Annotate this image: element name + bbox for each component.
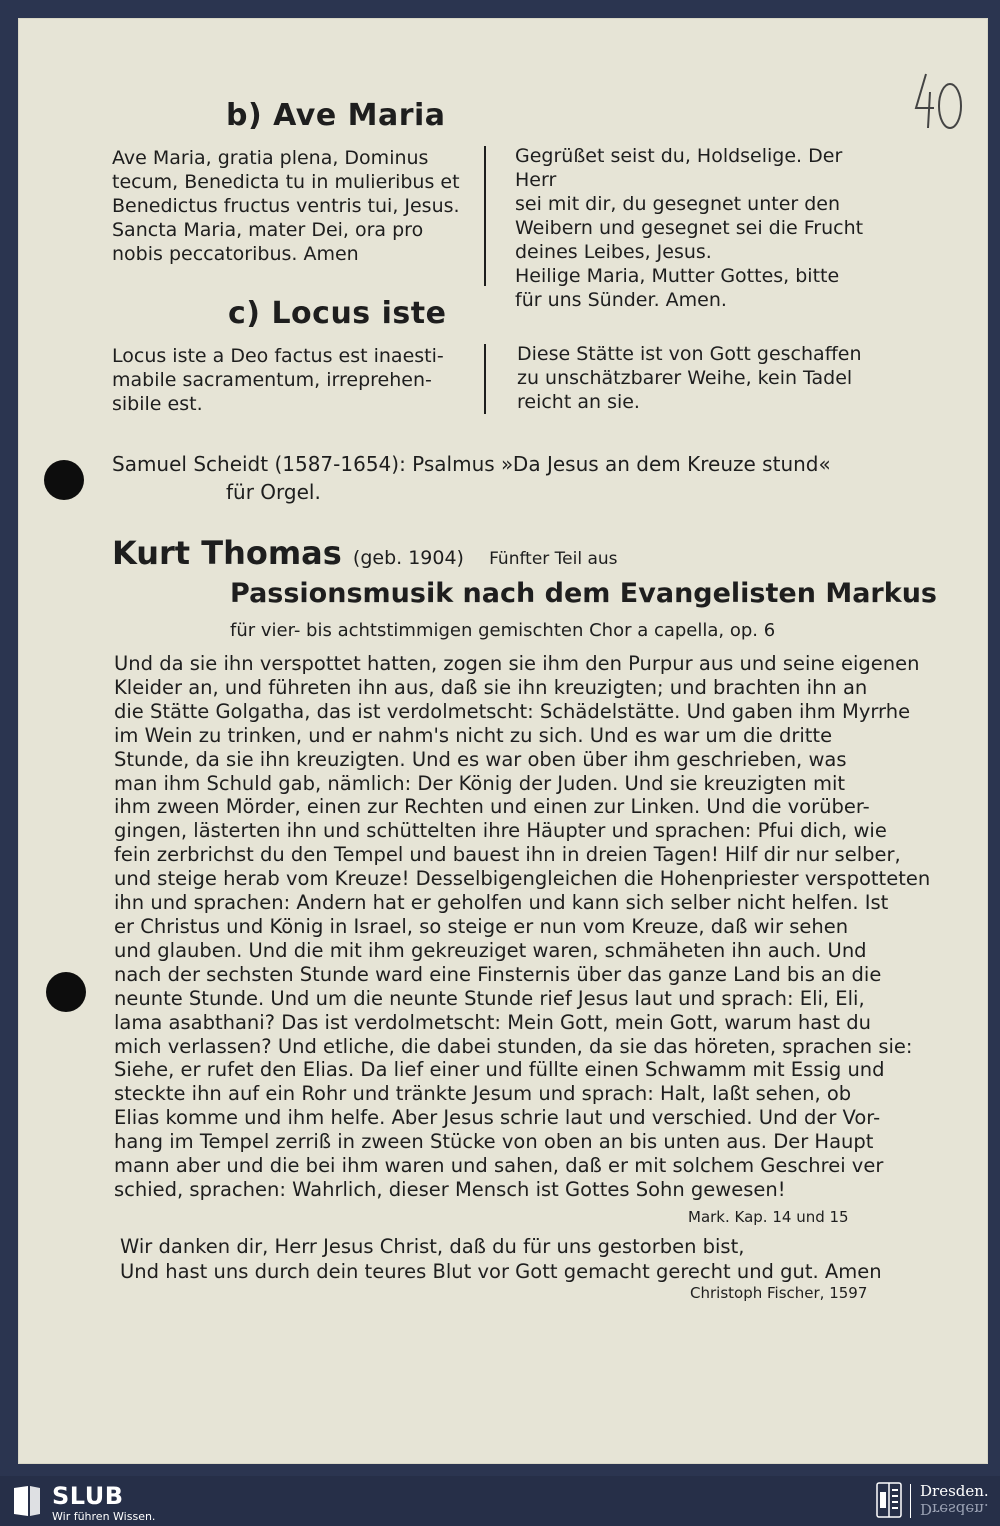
text-line: schied, sprachen: Wahrlich, dieser Mensch ist Gottes Sohn gewesen! [114,1177,786,1201]
german-line: deines Leibes, Jesus. [515,241,712,263]
text-line: Und da sie ihn verspottet hatten, zogen sie ihm den Purpur aus und seine eigenen [114,652,920,675]
footer-bar [0,1476,1000,1526]
text-line: nach der sechsten Stunde ward eine Finsternis über das ganze Land bis an die [114,962,882,986]
text-line: und glauben. Und die mit ihm gekreuziget waren, schmäheten ihn auch. Und [114,938,867,962]
text-line: und steige herab vom Kreuze! Desselbigengleichen die Hohenpriester verspotteten [114,867,931,891]
german-line: für uns Sünder. Amen. [515,289,727,311]
text-line: man ihm Schuld gab, nämlich: Der König der Juden. Und sie kreuzigten mit [114,771,846,795]
text-line: fein zerbrichst du den Tempel und bauest ihn in dreien Tagen! Hilf dir nur selber, [114,843,901,867]
latin-line: sibile est. [112,393,203,415]
chorale-author: Christoph Fischer, 1597 [690,1284,868,1302]
latin-line: mabile sacramentum, irreprehen- [112,369,432,391]
german-line: reicht an sie. [517,391,640,413]
locus-iste-latin [112,344,462,416]
text-line: die Stätte Golgatha, das ist verdolmetscht: Schädelstätte. Und gaben ihm Myrrhe [114,699,911,723]
composer-dates: (geb. 1904) [352,547,464,569]
latin-line: Benedictus fructus ventris tui, Jesus. [112,195,460,217]
composer-name: Kurt Thomas [112,534,342,572]
scripture-source: Mark. Kap. 14 und 15 [688,1208,849,1226]
text-line: neunte Stunde. Und um die neunte Stunde rief Jesus laut und sprach: Eli, Eli, [114,986,865,1010]
handwritten-page-number [912,70,964,132]
text-line: ihn und sprachen: Andern hat er geholfen und kann sich selber nicht helfen. Ist [114,891,889,915]
text-line: lama asabthani? Das ist verdolmetscht: Mein Gott, mein Gott, warum hast du [114,1010,871,1034]
slub-logo-text[interactable]: SLUB [52,1482,124,1510]
text-line: mich verlassen? Und etliche, die dabei stunden, da sie das höreten, sprachen sie: [114,1034,913,1058]
latin-line: Locus iste a Deo factus est inaesti- [112,345,444,367]
scheidt-line: Samuel Scheidt (1587-1654): Psalmus »Da Jesus an dem Kreuze stund« [112,452,831,476]
thomas-header [112,534,618,572]
text-line: Kleider an, und führeten ihn aus, daß sie ihn kreuzigten; und brachten ihn an [114,675,868,699]
latin-line: tecum, Benedicta tu in mulieribus et [112,171,460,193]
latin-line: Ave Maria, gratia plena, Dominus [112,147,429,169]
ave-maria-latin [112,146,462,266]
work-title: Passionsmusik nach dem Evangelisten Markus [230,578,937,609]
slub-tagline: Wir führen Wissen. [52,1510,156,1523]
work-part: Fünfter Teil aus [489,549,618,569]
german-line: Diese Stätte ist von Gott geschaffen [517,343,862,365]
german-line: Weibern und gesegnet sei die Frucht [515,217,864,239]
text-line: gingen, lästerten ihn und schüttelten ihre Häupter und sprachen: Pfui dich, wie [114,819,887,843]
slub-logo-icon [12,1484,42,1518]
latin-line: Sancta Maria, mater Dei, ora pro [112,219,424,241]
chorale-line: Wir danken dir, Herr Jesus Christ, daß du für uns gestorben bist, [120,1235,745,1258]
punch-hole-top [44,460,84,500]
german-line: Heilige Maria, Mutter Gottes, bitte [515,265,840,287]
column-divider [484,146,486,286]
german-line: Gegrüßet seist du, Holdselige. Der Herr [515,145,843,191]
text-line: im Wein zu trinken, und er nahm's nicht zu sich. Und es war um die dritte [114,723,833,747]
text-line: Siehe, er rufet den Elias. Da lief einer und füllte einen Schwamm mit Essig und [114,1058,885,1082]
scheidt-line-2: für Orgel. [226,480,321,504]
footer-divider [910,1484,911,1518]
punch-hole-bottom [46,972,86,1012]
text-line: Stunde, da sie ihn kreuzigten. Und es war oben über ihm geschrieben, was [114,747,847,771]
locus-iste-german [517,342,877,414]
text-line: steckte ihn auf ein Rohr und tränkte Jesum und sprach: Halt, laßt sehen, ob [114,1082,852,1106]
dresden-logo-text[interactable]: Dresden. [920,1482,989,1500]
ave-maria-german [515,144,875,312]
work-subtitle: für vier- bis achtstimmigen gemischten Chor a capella, op. 6 [230,620,776,641]
dresden-coat-of-arms-icon [876,1482,902,1518]
chorale-line: Und hast uns durch dein teures Blut vor Gott gemacht gerecht und gut. Amen [120,1260,882,1283]
ave-maria-heading: b) Ave Maria [226,98,446,133]
text-line: er Christus und König in Israel, so steige er nun vom Kreuze, daß wir sehen [114,914,849,938]
german-line: sei mit dir, du gesegnet unter den [515,193,841,215]
text-line: mann aber und die bei ihm waren und sahen, daß er mit solchem Geschrei ver [114,1154,884,1178]
passion-text [114,652,931,1202]
text-line: hang im Tempel zerriß in zween Stücke von oben an bis unten aus. Der Haupt [114,1130,874,1154]
german-line: zu unschätzbarer Weihe, kein Tadel [517,367,853,389]
locus-iste-heading: c) Locus iste [228,296,447,331]
column-divider [484,344,486,414]
text-line: ihm zween Mörder, einen zur Rechten und einen zur Linken. Und die vorüber- [114,795,870,819]
latin-line: nobis peccatoribus. Amen [112,243,359,265]
dresden-logo-reflection: Dresden. [920,1500,989,1518]
text-line: Elias komme und ihm helfe. Aber Jesus schrie laut und verschied. Und der Vor- [114,1106,881,1130]
chorale-text [120,1234,882,1284]
